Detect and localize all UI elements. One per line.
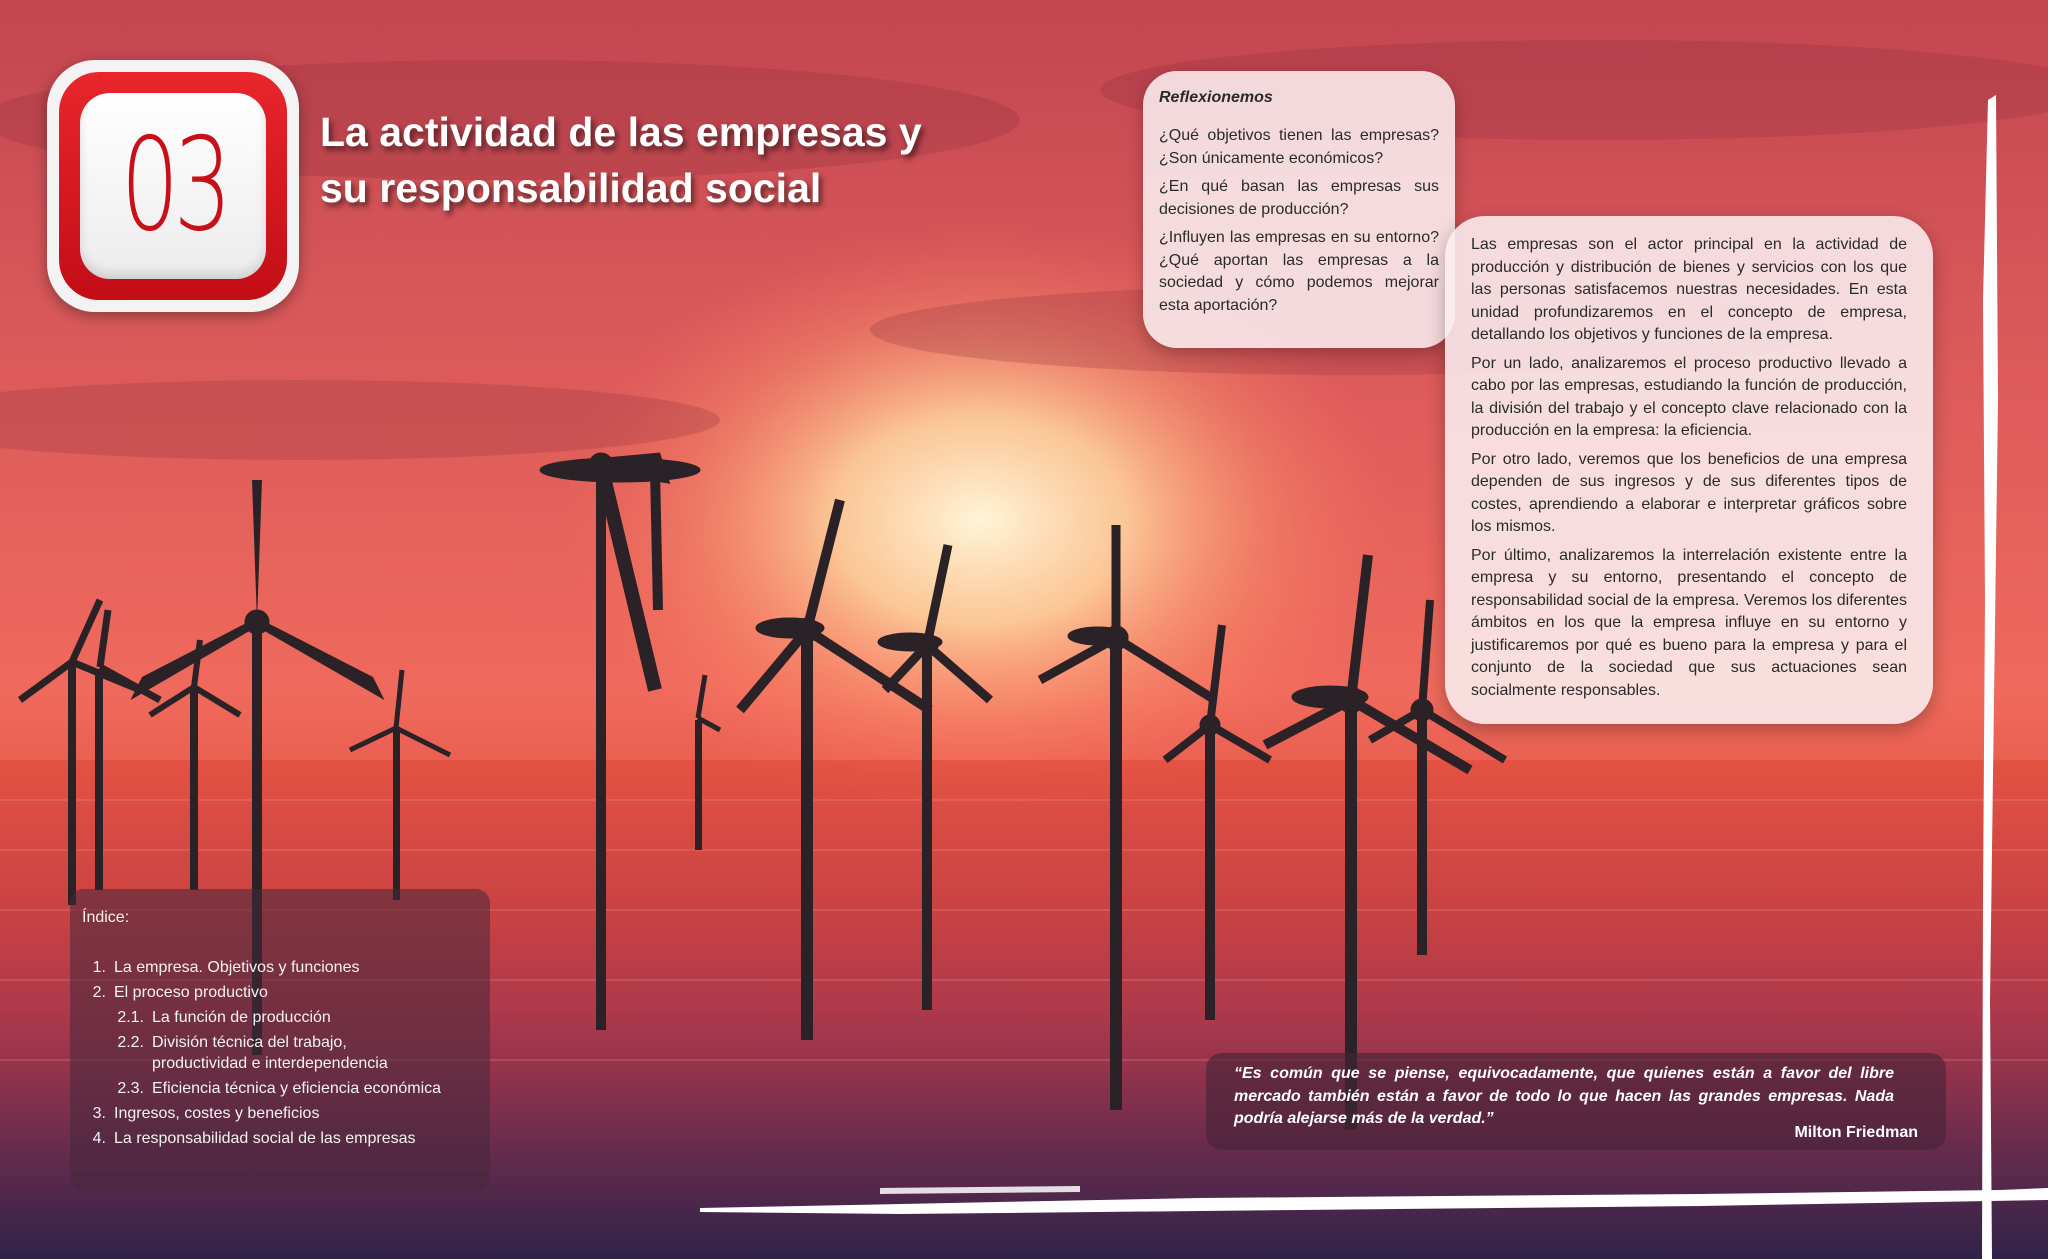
chapter-badge — [47, 60, 299, 312]
intro-paragraph: Por un lado, analizaremos el proceso productivo llevado a cabo por las empresas, estudiando la función de producción, la división del trabajo y el concepto clave relacionado con la producción en la empresa: la eficiencia. — [1471, 354, 1907, 439]
reflexionemos-question: ¿Qué objetivos tienen las empresas? ¿Son únicamente económicos? — [1159, 127, 1439, 167]
toc-item-label: La empresa. Objetivos y funciones — [114, 959, 360, 976]
toc-item-number: 3. — [92, 1105, 106, 1122]
toc-item[interactable] — [82, 1103, 478, 1124]
reflexionemos-card — [1143, 71, 1455, 348]
toc-title: Índice: — [82, 909, 130, 926]
toc-item-label: División técnica del trabajo, productividad e interdependencia — [152, 1034, 388, 1072]
intro-card — [1445, 216, 1933, 724]
quote-box — [1206, 1053, 1946, 1150]
toc-subitem[interactable] — [82, 1032, 478, 1074]
intro-paragraph: Las empresas son el actor principal en la actividad de producción y distribución de bienes y servicios con los que las personas satisfacemos nuestras necesidades. En esta unidad profundizaremos en el concepto de empresa, detallando los objetivos y funciones de la empresa. — [1471, 236, 1907, 343]
toc-subitem[interactable] — [82, 1078, 478, 1099]
toc-item[interactable] — [82, 957, 478, 978]
chapter-title — [320, 104, 940, 216]
reflexionemos-title: Reflexionemos — [1159, 89, 1273, 106]
toc-item-number: 4. — [92, 1130, 106, 1147]
toc-item[interactable] — [82, 1128, 478, 1149]
toc-item-label: Eficiencia técnica y eficiencia económica — [152, 1080, 442, 1097]
chapter-title-line-1: La actividad de las empresas y — [320, 109, 922, 155]
intro-paragraph: Por último, analizaremos la interrelación existente entre la empresa y su entorno, presentando el concepto de responsabilidad social de la empresa. Veremos los diferentes ámbitos en los que la empresa influye en su entorno y justificaremos por qué es bueno para la empresa y para el conjunto de la sociedad que sus actuaciones sean socialmente responsables. — [1471, 546, 1907, 699]
chapter-title-line-2: su responsabilidad social — [320, 165, 822, 211]
intro-paragraph: Por otro lado, veremos que los beneficios de una empresa dependen de sus ingresos y de sus diferentes tipos de costes, aprendiendo a elaborar e interpretar gráficos sobre los mismos. — [1471, 450, 1907, 535]
toc-item-number: 2.1. — [117, 1009, 144, 1026]
toc-item-label: Ingresos, costes y beneficios — [114, 1105, 320, 1122]
quote-text: “Es común que se piense, equivocadamente, que quienes están a favor del libre mercado también están a favor de todo lo que hacen las grandes empresas. Nada podría alejarse más de la verdad.” — [1234, 1065, 1894, 1127]
toc-subitem[interactable] — [82, 1007, 478, 1028]
toc-item[interactable] — [82, 982, 478, 1003]
table-of-contents — [70, 889, 490, 1191]
reflexionemos-question: ¿Influyen las empresas en su entorno? ¿Qué aportan las empresas a la sociedad y cómo podemos mejorar esta aportación? — [1159, 229, 1439, 314]
toc-item-label: El proceso productivo — [114, 984, 268, 1001]
toc-item-label: La responsabilidad social de las empresas — [114, 1130, 416, 1147]
quote-author: Milton Friedman — [1794, 1124, 1918, 1141]
toc-item-number: 2. — [92, 984, 106, 1001]
reflexionemos-question: ¿En qué basan las empresas sus decisiones de producción? — [1159, 178, 1439, 218]
toc-item-number: 1. — [92, 959, 106, 976]
toc-item-label: La función de producción — [152, 1009, 331, 1026]
chapter-number: 03 — [120, 111, 226, 260]
toc-item-number: 2.2. — [117, 1034, 144, 1051]
toc-item-number: 2.3. — [117, 1080, 144, 1097]
